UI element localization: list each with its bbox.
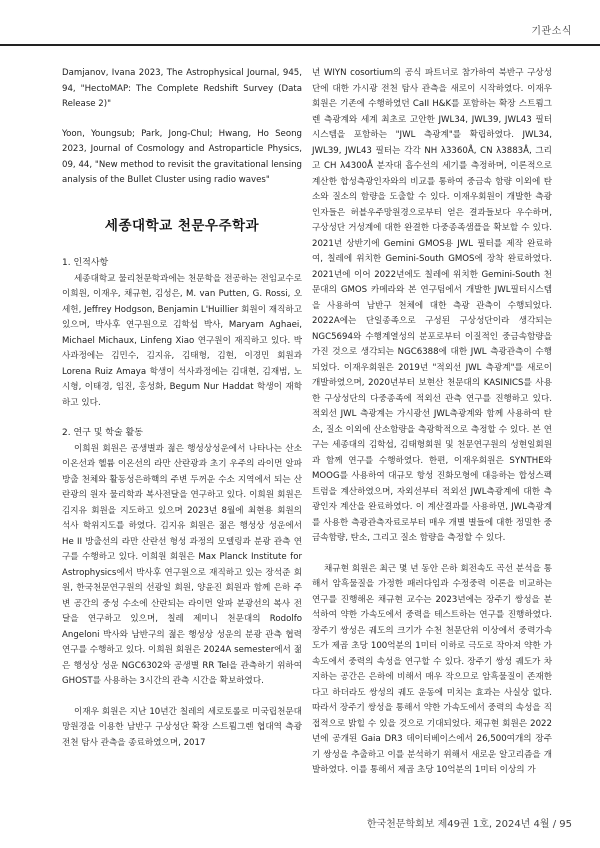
right-column	[312, 66, 552, 779]
header-rule	[0, 44, 600, 46]
section-heading: 1. 인적사항	[62, 258, 109, 268]
department-title: 세종대학교 천문우주학과	[104, 217, 260, 234]
paragraph: 세종대학교 물리천문학과에는 천문학을 전공하는 전임교수로 이희원, 이재우, 채규현, 김성은, M. van Putten, G. Rossi, 오세헌, Jeffrey Hodgson, Benjamin L'Huillier 회원이 재직하고 있으며, 박사후 연구원으로 김학섭 박사, Maryam Aghaei, Michael Michaux, Linfeng Xiao 연구원이 재직하고 있다. 박사과정에는 김민수, 김지유, 김태형, 김현, 이경민 회원과 Lorena Ruiz Amaya 학생이 석사과정에는 김대현, 김재범, 노시형, 이태경, 임진, 홍성화, Begum Nur Haddat 학생이 재학하고 있다.	[62, 273, 302, 408]
left-column	[62, 66, 302, 751]
paragraph: 이재우 회원은 지난 10년간 칠레의 세로토롤로 미국립천문대 망원경을 이용한 남반구 구상성단 확장 스트룀그렌 협대역 측광 전천 탐사 관측을 종료하였으며, 2017	[62, 706, 302, 748]
section-tag: 기관소식	[531, 26, 572, 37]
paragraph: 이희원 회원은 공생별과 젊은 행성상성운에서 나타나는 산소 이온선과 헬륨 이온선의 라만 산란광과 초기 우주의 라이먼 알파 방출 천체와 활동성은하핵의 주변 두꺼운 수소 지역에서 되는 산란광의 원자 물리학과 복사전달을 연구하고 있다. 이희원 회원은 김지유 회원을 지도하고 있으며 2023년 8월에 최현용 회원의 석사 학위지도를 하였다. 김지유 회원은 젊은 행성상 성운에서 He II 방출선의 라만 산란선 형성 과정의 모델링과 분광 관측 연구를 수행하고 있다. 이희원 회원은 Max Planck Institute for Astrophysics에서 박사후 연구원으로 재직하고 있는 장석준 회원, 한국천문연구원의 선광일 회원, 양윤진 회원과 함께 은하 주변 공간의 중성 수소에 산란되는 라이먼 알파 분광선의 복사 전달을 연구하고 있으며, 칠레 제미니 천문대의 Rodolfo Angeloni 박사와 남반구의 젊은 행성상 성운의 분광 관측 협력 연구를 수행하고 있다. 이희원 회원은 2024A semester에서 젊은 행성상 성운 NGC6302와 공생별 RR Tel을 관측하기 위하여 GHOST를 사용하는 3시간의 관측 시간을 확보하였다.	[62, 443, 302, 686]
section-heading: 2. 연구 및 학술 활동	[62, 428, 143, 438]
page-footer: 한국천문학회보 제49권 1호, 2024년 4월 / 95	[366, 819, 572, 830]
reference-item: Yoon, Youngsub; Park, Jong-Chul; Hwang, Ho Seong 2023, Journal of Cosmology and Astroparticle Physics, 09, 44, "New method to revisit the gravitational lensing analysis of the Bullet Cluster using radio waves"	[62, 128, 302, 185]
paragraph: 채규현 회원은 최근 몇 년 동안 은하 회전속도 곡선 분석을 통해서 암흑물질을 가정한 패러다임과 수정중력 이론을 비교하는 연구를 진행해온 채규현 교수는 2023년에는 장주기 쌍성을 분석하여 약한 가속도에서 중력을 테스트하는 연구를 진행하였다. 장주기 쌍성은 궤도의 크기가 수천 천문단위 이상에서 중력가속도가 제곱 초당 100억분의 1미터 이하로 극도로 작아져 약한 가속도에서 중력의 속성을 연구할 수 있다. 장주기 쌍성 궤도가 차지하는 공간은 은하에 비해서 매우 작으므로 암흑물질이 존재한다고 하더라도 쌍성의 궤도 운동에 미치는 효과는 사실상 없다. 따라서 장주기 쌍성을 통해서 약한 가속도에서 중력의 속성을 직접적으로 밝힐 수 있을 것으로 기대되었다. 채규현 회원은 2022년에 공개된 Gaia DR3 데이터베이스에서 26,500여개의 장주기 쌍성을 추출하고 이를 분석하기 위해서 새로운 알고리즘을 개발하였다. 이를 통해서 제곱 초당 10억분의 1미터 이상의 가	[312, 563, 552, 775]
reference-item: Damjanov, Ivana 2023, The Astrophysical Journal, 945, 94, "HectoMAP: The Complete Redshift Survey (Data Release 2)"	[62, 68, 302, 109]
paragraph: 년 WIYN cosortium의 공식 파트너로 참가하여 북반구 구상성단에 대한 가시광 전천 탐사 관측을 새로이 시작하였다. 이재우회원은 기존에 수행하였던 CaII H&K를 포함하는 확장 스트룀그렌 측광계와 세계 최초로 고안한 JWL34, JWL39, JWL43 필터시스템을 포함하는 "JWL 측광계"를 확립하였다. JWL34, JWL39, JWL43 필터는 각각 NH λ3360Å, CN λ3883Å, 그리고 CH λ4300Å 분자대 흡수선의 세기를 측정하며, 이론적으로 계산한 합성측광인자와의 비교를 통하여 중금속 함량 이외에 탄소와 질소의 함량을 도출할 수 있다. 이재우회원이 개발한 측광인자들은 허블우주망원경으로부터 얻은 결과들보다 우수하며, 구상성단 거성계에 대한 완결한 다중종족샘플을 확보할 수 있다. 2021년 상반기에 Gemini GMOS용 JWL 필터를 제작 완료하여, 칠레에 위치한 Gemini-South GMOS에 장착 완료하였다. 2021년에 이어 2022년에도 칠레에 위치한 Gemini-South 천문대의 GMOS 카메라와 본 연구팀에서 개발한 JWL필터시스템을 사용하여 남반구 천체에 대한 측광 관측이 수행되었다. 2022A에는 단일종족으로 구성된 구상성단이라 생각되는 NGC5694와 수행계열성의 분포로부터 이질적인 중금속함량을 가진 것으로 생각되는 NGC6388에 대한 JWL 측광관측이 수행되었다. 이재우회원은 2019년 "적외선 JWL 측광계"를 새로이 개발하였으며, 2020년부터 보현산 천문대의 KASINICS를 사용한 구상성단의 다중종족에 적외선 관측 연구를 진행하고 있다. 적외선 JWL 측광계는 가시광선 JWL측광계와 함께 사용하여 탄소, 질소 이외에 산소함량을 측광학적으로 측정할 수 있다. 본 연구는 세종대의 김학섭, 김태형회원 및 천문연구원의 성현일회원과 함께 연구를 수행하였다. 한편, 이재우회원은 SYNTHE와 MOOG를 사용하여 대규모 항성 진화모형에 대응하는 합성스펙트럼을 계산하였으며, 자외선부터 적외선 JWL측광계에 대한 측광인자 계산을 완료하였다. 이 계산결과를 사용하면, JWL측광계를 사용한 측광관측자료로부터 매우 개별 별들에 대한 정밀한 중금속함량, 탄소, 그리고 질소 함량을 측정할 수 있다.	[312, 68, 552, 543]
